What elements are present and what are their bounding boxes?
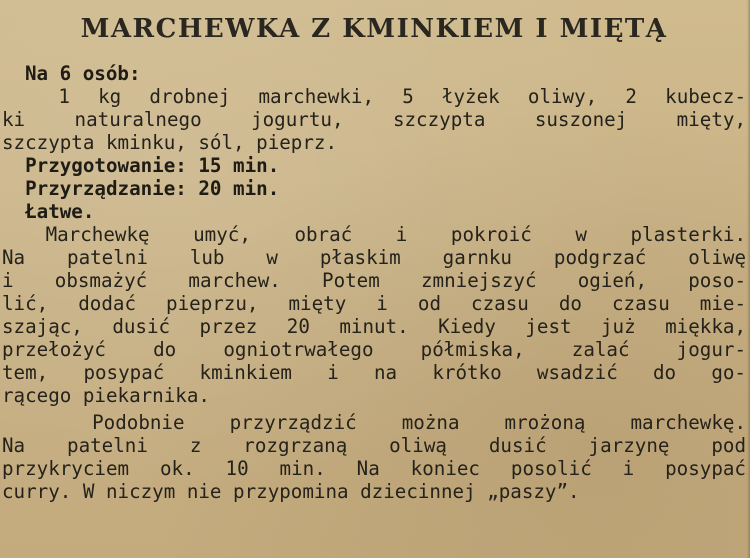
variant-line: Na patelni z rozgrzaną oliwą dusić jarzynę pod: [2, 434, 746, 457]
recipe-title: MARCHEWKA Z KMINKIEM I MIĘTĄ: [80, 14, 668, 44]
instructions-line: Na patelni lub w płaskim garnku podgrzać oliwę: [2, 246, 746, 269]
instructions-line: Marchewkę umyć, obrać i pokroić w plasterki.: [2, 223, 746, 246]
variant-line: przykryciem ok. 10 min. Na koniec posolić i posypać: [2, 457, 746, 480]
instructions-line: lić, dodać pieprzu, mięty i od czasu do czasu mie-: [2, 292, 746, 315]
instructions-line: szając, dusić przez 20 minut. Kiedy jest już miękka,: [2, 315, 746, 338]
servings-label: Na 6 osób:: [25, 62, 141, 85]
instructions-paragraph: [2, 223, 746, 407]
ingredients-line: 1 kg drobnej marchewki, 5 łyżek oliwy, 2 kubecz-: [2, 85, 746, 108]
instructions-line: rącego piekarnika.: [2, 384, 210, 407]
variant-line: curry. W niczym nie przypomina dziecinnej „paszy”.: [2, 480, 580, 503]
prep-time: Przygotowanie: 15 min.: [2, 154, 280, 177]
difficulty: Łatwe.: [2, 200, 95, 223]
ingredients-line: ki naturalnego jogurtu, szczypta suszonej mięty,: [2, 108, 746, 131]
instructions-line: tem, posypać kminkiem i na krótko wsadzić do go-: [2, 361, 746, 384]
instructions-line: i obsmażyć marchew. Potem zmniejszyć ogień, poso-: [2, 269, 746, 292]
recipe-meta: [2, 154, 746, 223]
ingredients-line: szczypta kminku, sól, pieprz.: [2, 131, 338, 154]
variant-paragraph: [2, 411, 746, 503]
cook-time: Przyrządzanie: 20 min.: [2, 177, 280, 200]
ingredients-list: [2, 85, 746, 154]
instructions-line: przełożyć do ogniotrwałego półmiska, zalać jogur-: [2, 338, 746, 361]
variant-line: Podobnie przyrządzić można mrożoną marchewkę.: [2, 411, 746, 434]
recipe-body: [2, 62, 746, 503]
